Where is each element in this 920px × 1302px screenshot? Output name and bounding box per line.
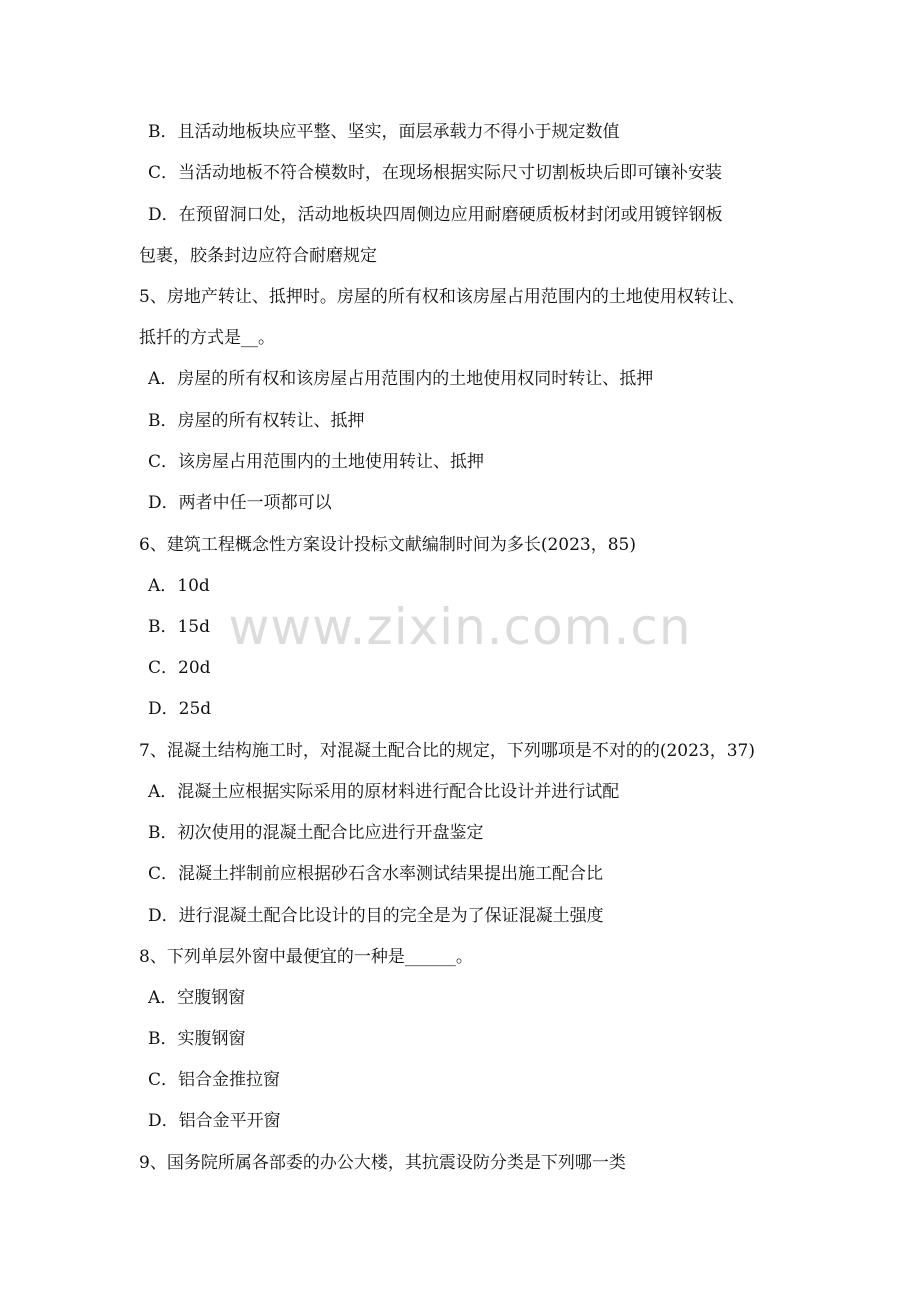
option-line: D．25d [148, 699, 212, 719]
option-line: A．房屋的所有权和该房屋占用范围内的土地使用权同时转让、抵押 [148, 369, 654, 389]
option-line: B．房屋的所有权转让、抵押 [148, 411, 365, 431]
option-line: D．铝合金平开窗 [148, 1111, 281, 1131]
question-line: 8、下列单层外窗中最便宜的一种是______。 [139, 947, 473, 967]
option-line: A．空腹钢窗 [148, 988, 246, 1008]
question-continuation-line: 抵扦的方式是__。 [139, 328, 275, 348]
option-line: B．实腹钢窗 [148, 1029, 246, 1049]
option-line: C．20d [148, 658, 211, 678]
option-line: D．两者中任一项都可以 [148, 493, 332, 513]
option-continuation-line: 包裹，胶条封边应符合耐磨规定 [139, 246, 377, 266]
option-line: B．且活动地板块应平整、坚实，面层承载力不得小于规定数值 [148, 122, 620, 142]
option-line: C．混凝土拌制前应根据砂石含水率测试结果提出施工配合比 [148, 864, 604, 884]
question-line: 6、建筑工程概念性方案设计投标文献编制时间为多长(2023，85) [139, 535, 636, 555]
question-line: 9、国务院所属各部委的办公大楼，其抗震设防分类是下列哪一类 [139, 1153, 626, 1173]
option-line: D．进行混凝土配合比设计的目的完全是为了保证混凝土强度 [148, 906, 604, 926]
option-line: C．当活动地板不符合模数时，在现场根据实际尺寸切割板块后即可镶补安装 [148, 163, 723, 183]
question-line: 7、混凝土结构施工时，对混凝土配合比的规定，下列哪项是不对的的(2023，37) [139, 741, 755, 761]
option-line: B．15d [148, 617, 211, 637]
option-line: D．在预留洞口处，活动地板块四周侧边应用耐磨硬质板材封闭或用镀锌钢板 [148, 205, 723, 225]
watermark: www.zixin.com.cn [228, 598, 692, 656]
option-line: C．铝合金推拉窗 [148, 1070, 281, 1090]
option-line: B．初次使用的混凝土配合比应进行开盘鉴定 [148, 823, 484, 843]
question-line: 5、房地产转让、抵押时。房屋的所有权和该房屋占用范围内的土地使用权转让、 [139, 287, 745, 307]
option-line: C．该房屋占用范围内的土地使用转让、抵押 [148, 452, 485, 472]
option-line: A．混凝土应根据实际采用的原材料进行配合比设计并进行试配 [148, 782, 620, 802]
option-line: A．10d [148, 576, 210, 596]
